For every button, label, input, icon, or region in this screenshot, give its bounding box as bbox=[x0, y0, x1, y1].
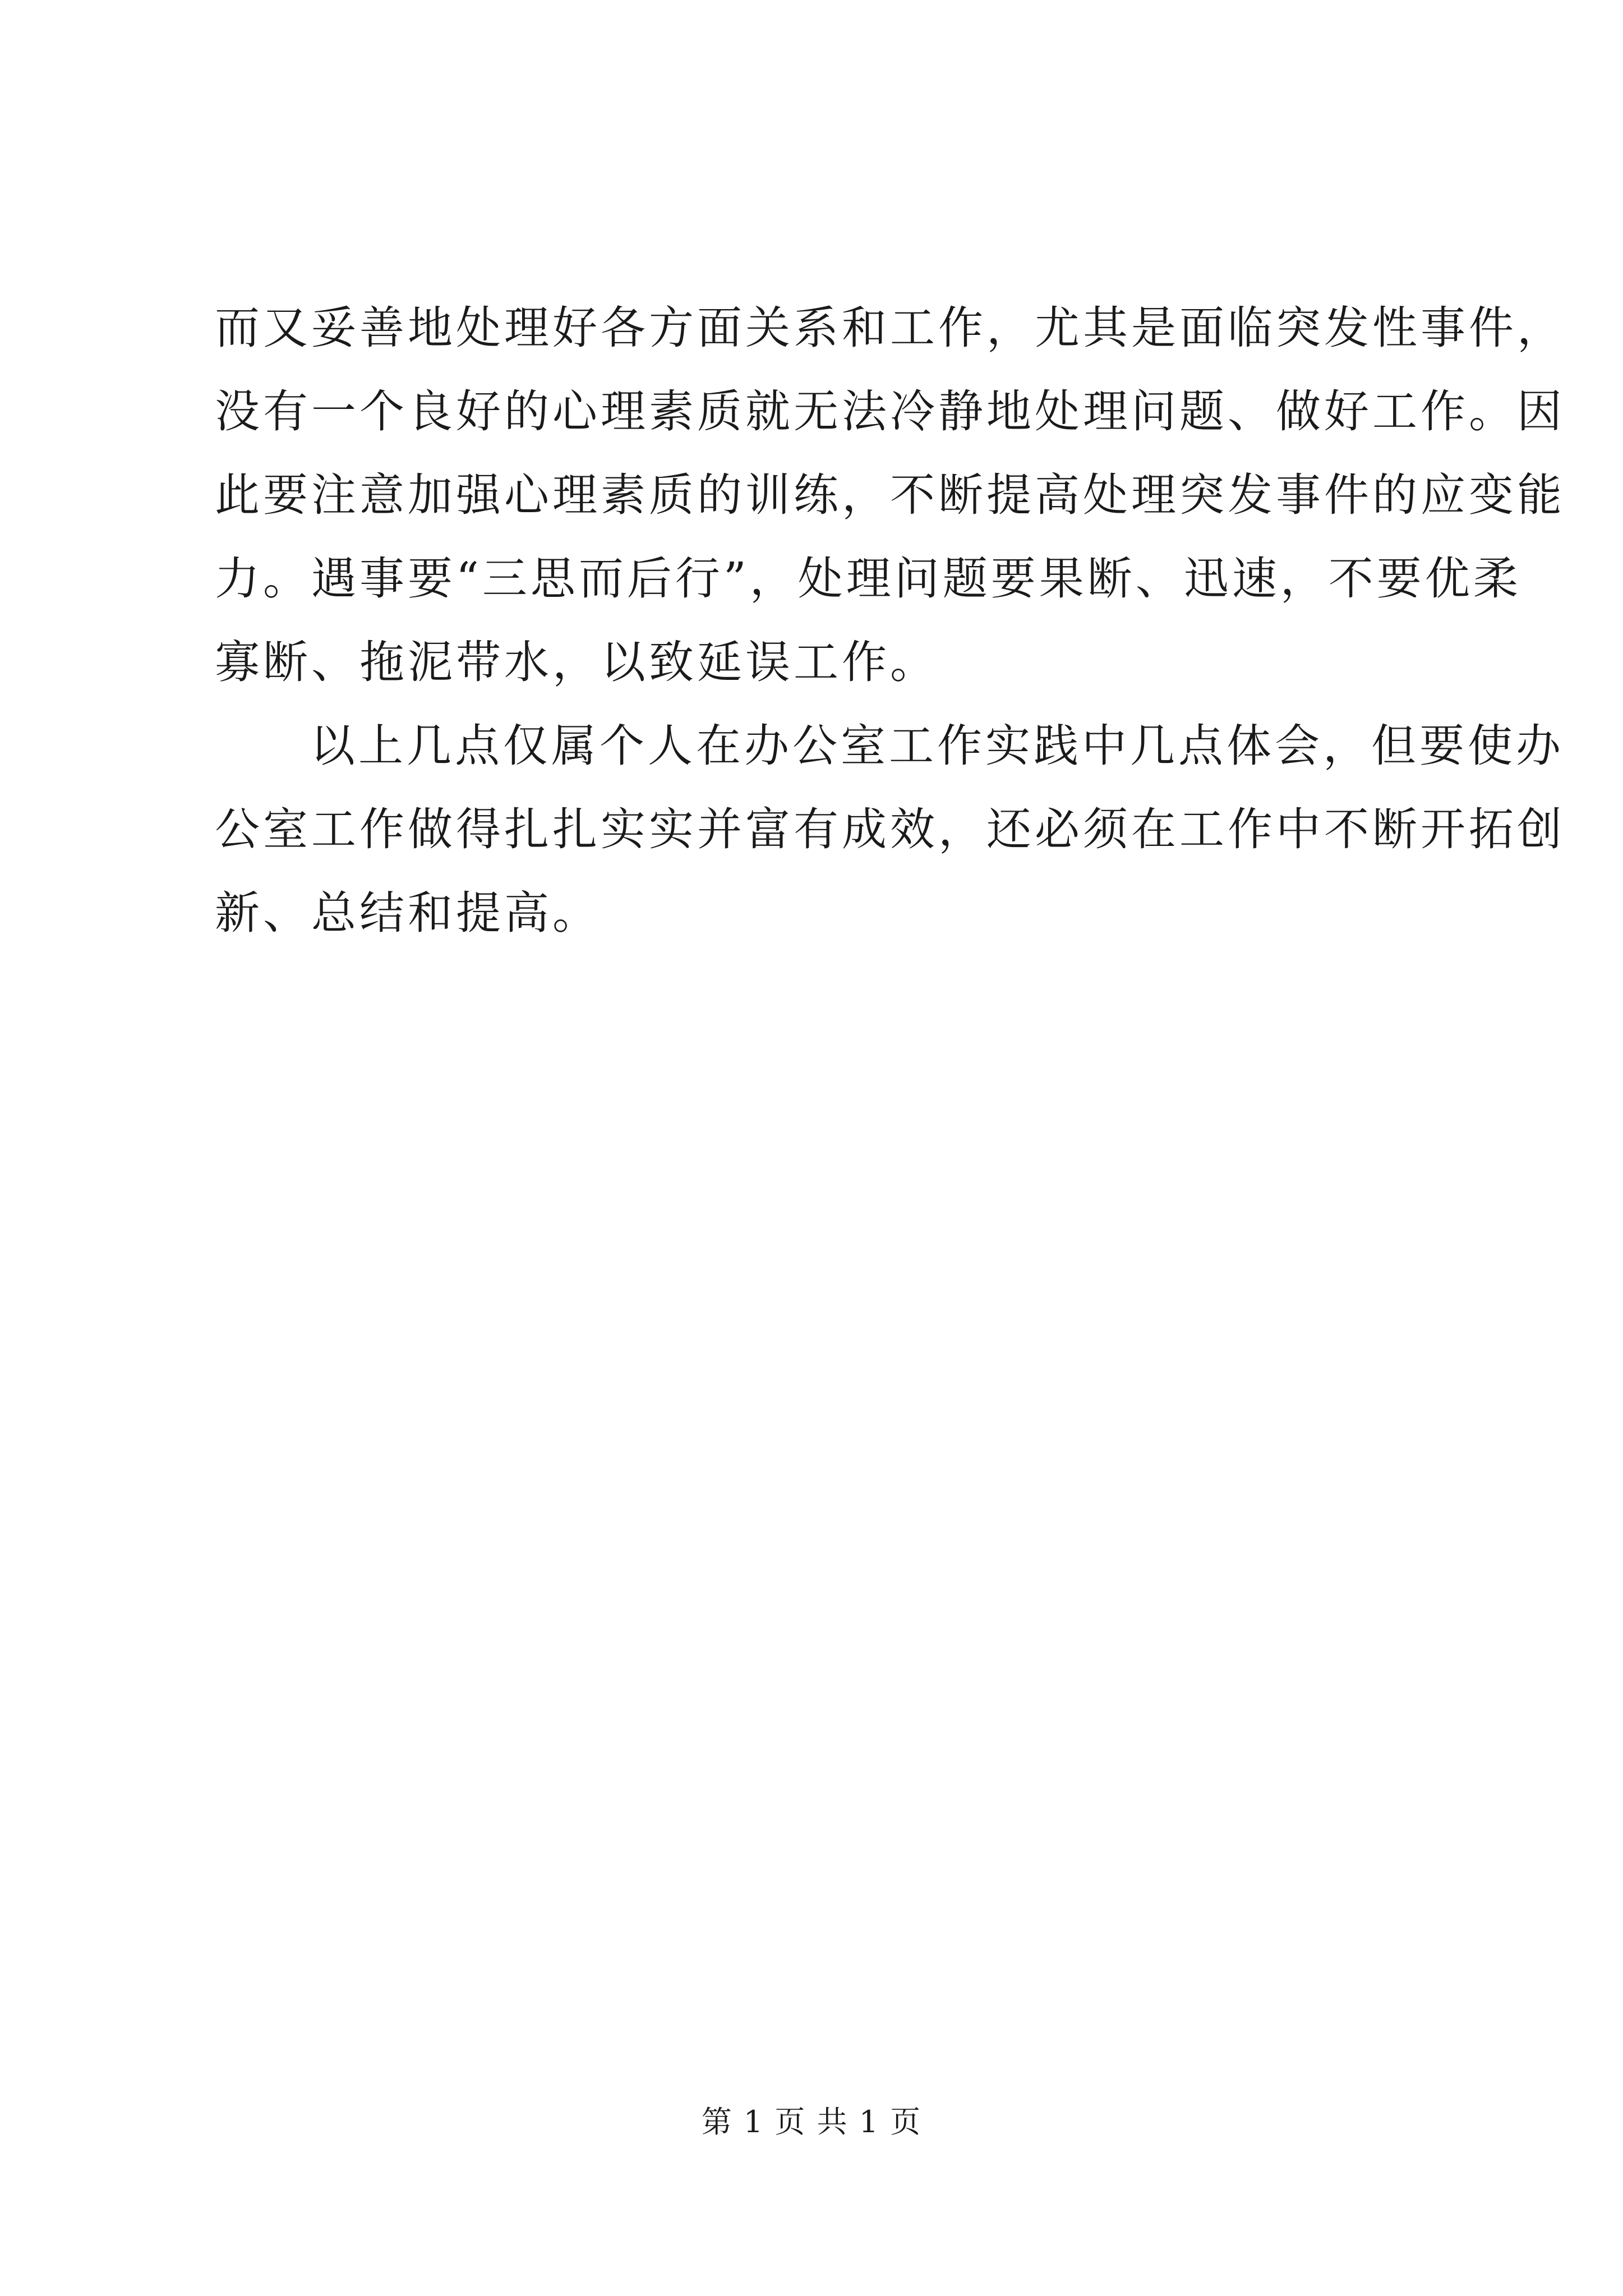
text-line: 公室工作做得扎扎实实并富有成效，还必须在工作中不断开拓创 bbox=[215, 803, 1565, 855]
text-line: 而又妥善地处理好各方面关系和工作，尤其是面临突发性事件， bbox=[215, 302, 1565, 354]
text-line: 以上几点仅属个人在办公室工作实践中几点体会，但要使办 bbox=[310, 720, 1564, 772]
page-number-footer: 第 1 页 共 1 页 bbox=[701, 2104, 922, 2139]
text-line: 没有一个良好的心理素质就无法冷静地处理问题、做好工作。因 bbox=[215, 385, 1565, 438]
text-line: 寡断、拖泥带水，以致延误工作。 bbox=[215, 636, 938, 688]
text-line: 此要注意加强心理素质的训练，不断提高处理突发事件的应变能 bbox=[215, 469, 1565, 521]
document-body bbox=[215, 286, 1565, 955]
text-line: 新、总结和提高。 bbox=[215, 887, 601, 939]
text-line: 力。遇事要“三思而后行”，处理问题要果断、迅速，不要优柔 bbox=[215, 553, 1521, 605]
